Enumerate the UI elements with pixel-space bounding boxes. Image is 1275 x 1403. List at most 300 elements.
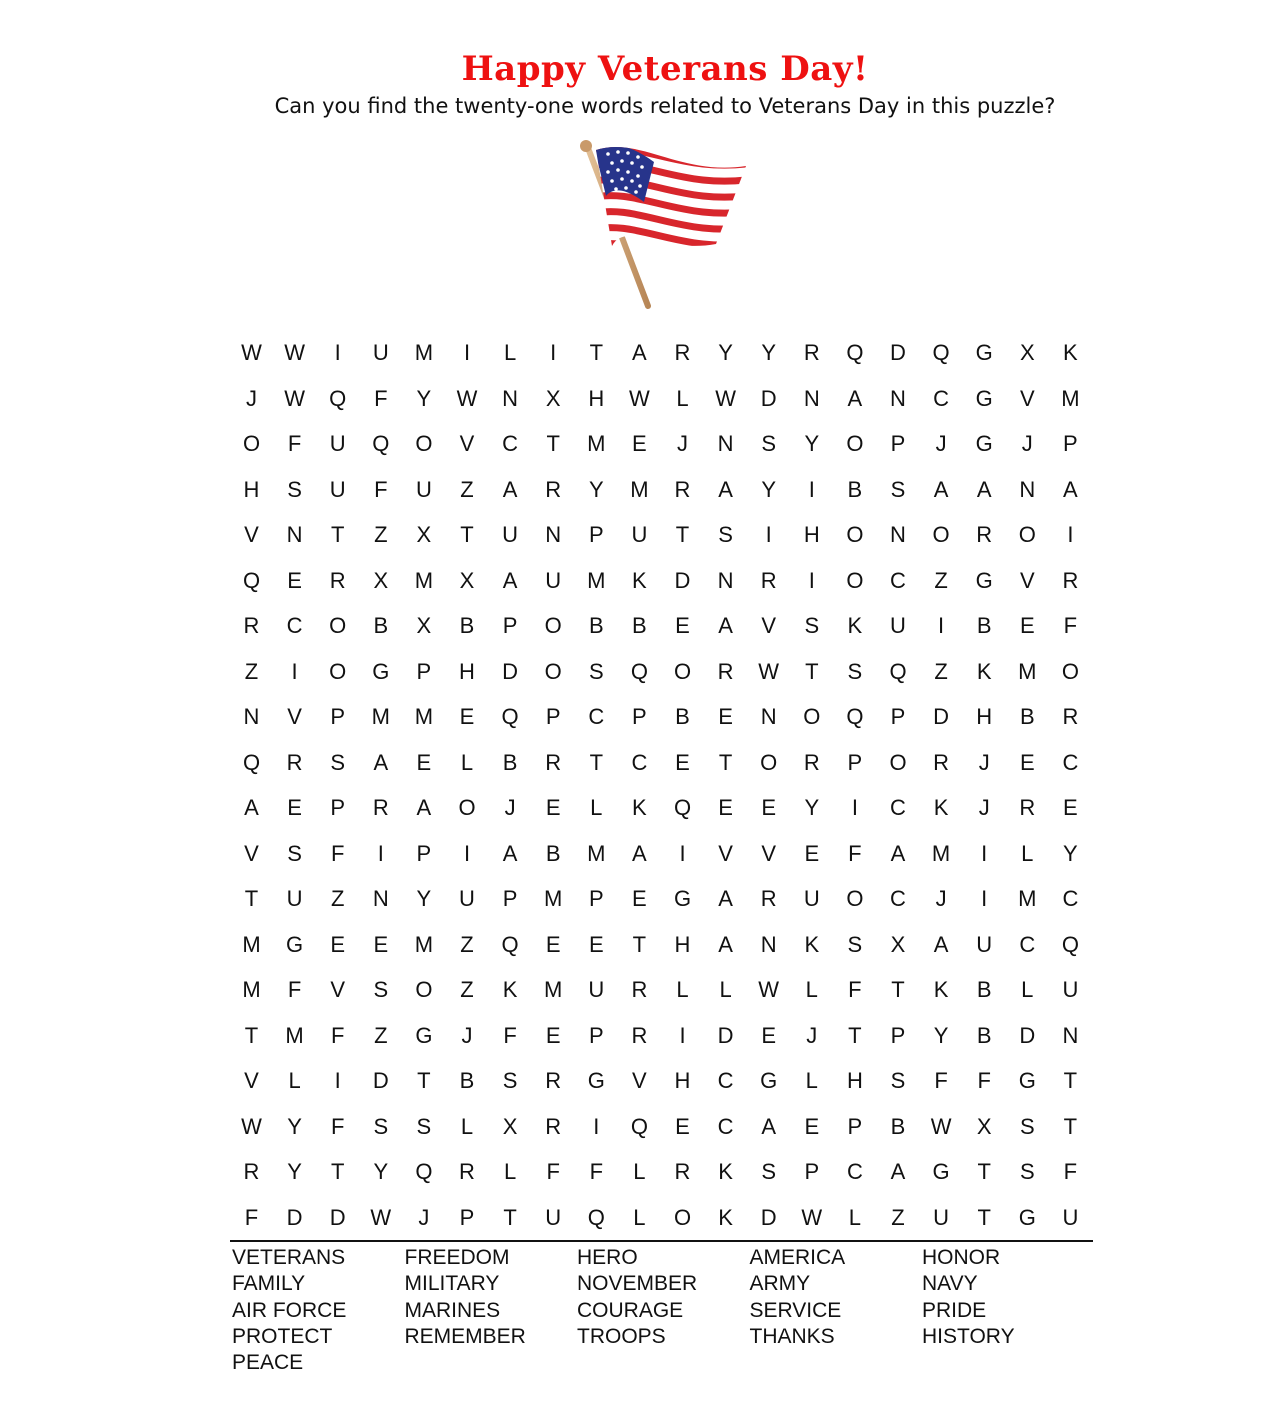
grid-letter[interactable]: N (1019, 476, 1036, 502)
grid-letter[interactable]: N (890, 522, 906, 547)
grid-letter[interactable]: P (890, 1022, 906, 1048)
grid-letter[interactable]: A (502, 840, 518, 866)
grid-letter[interactable]: N (243, 704, 260, 729)
grid-letter[interactable]: F (287, 431, 302, 456)
grid-letter[interactable]: Z (934, 658, 948, 684)
grid-letter[interactable]: A (502, 476, 518, 502)
grid-letter[interactable]: S (847, 931, 863, 957)
grid-letter[interactable]: A (1063, 476, 1078, 502)
grid-letter[interactable]: E (287, 567, 302, 593)
grid-letter[interactable]: A (890, 840, 906, 866)
grid-letter[interactable]: O (329, 613, 347, 638)
grid-letter[interactable]: N (717, 567, 734, 593)
grid-letter[interactable]: O (1018, 522, 1036, 547)
grid-letter[interactable]: K (804, 931, 820, 957)
grid-letter[interactable]: I (463, 840, 471, 866)
grid-letter[interactable]: I (550, 340, 557, 365)
grid-letter[interactable]: V (330, 977, 346, 1002)
grid-letter[interactable]: Q (372, 431, 390, 456)
grid-letter[interactable]: R (329, 567, 346, 593)
grid-letter[interactable]: E (330, 931, 346, 957)
grid-letter[interactable]: O (673, 658, 692, 684)
grid-letter[interactable]: P (502, 886, 518, 911)
grid-letter[interactable]: E (416, 749, 432, 775)
grid-letter[interactable]: C (717, 1113, 734, 1139)
grid-letter[interactable]: G (286, 931, 304, 957)
grid-letter[interactable]: P (632, 704, 647, 729)
grid-letter[interactable]: M (371, 704, 390, 729)
grid-letter[interactable]: L (633, 1159, 646, 1184)
grid-letter[interactable]: U (329, 476, 346, 502)
grid-letter[interactable]: U (286, 886, 303, 911)
grid-letter[interactable]: V (244, 840, 259, 866)
grid-letter[interactable]: F (977, 1068, 991, 1093)
grid-letter[interactable]: R (459, 1159, 475, 1184)
grid-letter[interactable]: G (975, 340, 993, 365)
grid-letter[interactable]: K (632, 567, 647, 593)
grid-letter[interactable]: C (890, 567, 906, 593)
grid-letter[interactable]: A (718, 613, 733, 638)
grid-letter[interactable]: B (373, 613, 389, 638)
grid-letter[interactable]: R (674, 340, 691, 365)
grid-letter[interactable]: R (286, 749, 303, 775)
grid-letter[interactable]: H (846, 1068, 863, 1093)
grid-letter[interactable]: U (1062, 977, 1079, 1002)
grid-letter[interactable]: D (502, 658, 519, 684)
grid-letter[interactable]: R (631, 977, 648, 1002)
grid-letter[interactable]: Y (933, 1022, 949, 1048)
grid-letter[interactable]: K (502, 977, 518, 1002)
grid-letter[interactable]: X (1019, 340, 1035, 365)
grid-letter[interactable]: F (330, 840, 345, 866)
grid-letter[interactable]: C (286, 613, 303, 638)
grid-letter[interactable]: X (502, 1113, 518, 1139)
grid-letter[interactable]: G (975, 431, 993, 456)
grid-letter[interactable]: Z (244, 658, 259, 684)
grid-letter[interactable]: L (503, 340, 517, 365)
grid-letter[interactable]: J (504, 795, 516, 820)
grid-letter[interactable]: M (630, 476, 649, 502)
grid-letter[interactable]: U (502, 522, 519, 547)
grid-letter[interactable]: C (502, 431, 519, 456)
grid-letter[interactable]: R (674, 476, 691, 502)
grid-letter[interactable]: B (632, 613, 647, 638)
grid-letter[interactable]: Q (329, 385, 347, 411)
grid-letter[interactable]: T (977, 1159, 991, 1184)
grid-letter[interactable]: E (675, 749, 690, 775)
grid-letter[interactable]: T (718, 749, 733, 775)
grid-letter[interactable]: P (890, 704, 906, 729)
grid-letter[interactable]: M (587, 567, 606, 593)
grid-letter[interactable]: A (933, 931, 949, 957)
grid-letter[interactable]: Y (804, 431, 820, 456)
grid-letter[interactable]: G (1018, 1068, 1036, 1093)
grid-letter[interactable]: I (679, 1022, 686, 1048)
grid-letter[interactable]: T (675, 522, 690, 547)
grid-letter[interactable]: R (933, 749, 950, 775)
grid-letter[interactable]: R (760, 567, 777, 593)
grid-letter[interactable]: K (1063, 340, 1078, 365)
grid-letter[interactable]: Q (242, 567, 261, 593)
grid-letter[interactable]: K (718, 1204, 733, 1230)
grid-letter[interactable]: W (241, 1113, 262, 1139)
grid-letter[interactable]: T (805, 658, 819, 684)
grid-letter[interactable]: L (460, 749, 474, 775)
grid-letter[interactable]: D (372, 1068, 389, 1093)
grid-letter[interactable]: Q (501, 931, 519, 957)
grid-letter[interactable]: G (932, 1159, 950, 1184)
grid-letter[interactable]: B (502, 749, 518, 775)
grid-letter[interactable]: B (976, 977, 992, 1002)
grid-letter[interactable]: C (588, 704, 605, 729)
grid-letter[interactable]: C (717, 1068, 734, 1093)
grid-letter[interactable]: F (330, 1022, 345, 1048)
grid-letter[interactable]: M (931, 840, 951, 866)
grid-letter[interactable]: I (981, 840, 988, 866)
grid-letter[interactable]: L (460, 1113, 474, 1139)
grid-letter[interactable]: L (1021, 977, 1034, 1002)
grid-letter[interactable]: K (933, 795, 949, 820)
grid-letter[interactable]: O (544, 613, 562, 638)
grid-letter[interactable]: R (545, 476, 562, 502)
grid-letter[interactable]: T (460, 522, 474, 547)
grid-letter[interactable]: X (890, 931, 906, 957)
grid-letter[interactable]: F (1063, 613, 1078, 638)
grid-letter[interactable]: Q (630, 1113, 648, 1139)
grid-letter[interactable]: Q (932, 340, 950, 365)
grid-letter[interactable]: P (847, 749, 863, 775)
grid-letter[interactable]: X (416, 522, 432, 547)
grid-letter[interactable]: F (848, 977, 862, 1002)
grid-letter[interactable]: C (631, 749, 648, 775)
grid-letter[interactable]: V (1019, 385, 1035, 411)
grid-letter[interactable]: J (461, 1022, 473, 1048)
grid-letter[interactable]: J (935, 431, 947, 456)
grid-letter[interactable]: N (372, 886, 389, 911)
grid-letter[interactable]: N (803, 385, 820, 411)
grid-letter[interactable]: S (373, 1113, 389, 1139)
grid-letter[interactable]: W (284, 340, 305, 365)
grid-letter[interactable]: P (588, 1022, 604, 1048)
grid-letter[interactable]: L (288, 1068, 301, 1093)
grid-letter[interactable]: L (676, 385, 689, 411)
grid-letter[interactable]: Z (460, 977, 474, 1002)
grid-letter[interactable]: K (632, 795, 647, 820)
grid-letter[interactable]: O (415, 977, 433, 1002)
grid-letter[interactable]: R (803, 749, 820, 775)
grid-letter[interactable]: O (329, 658, 347, 684)
grid-letter[interactable]: I (334, 1068, 341, 1093)
grid-letter[interactable]: X (373, 567, 389, 593)
grid-letter[interactable]: J (935, 886, 947, 911)
grid-letter[interactable]: W (370, 1204, 392, 1230)
grid-letter[interactable]: A (632, 340, 647, 365)
grid-letter[interactable]: E (373, 931, 389, 957)
grid-letter[interactable]: T (244, 886, 259, 911)
grid-letter[interactable]: P (847, 1113, 863, 1139)
grid-letter[interactable]: P (416, 658, 432, 684)
grid-letter[interactable]: A (761, 1113, 777, 1139)
grid-letter[interactable]: W (241, 340, 262, 365)
grid-letter[interactable]: L (1021, 840, 1034, 866)
grid-letter[interactable]: X (416, 613, 432, 638)
grid-letter[interactable]: S (847, 658, 863, 684)
grid-letter[interactable]: R (717, 658, 734, 684)
grid-letter[interactable]: S (588, 658, 604, 684)
grid-letter[interactable]: M (414, 340, 434, 365)
grid-letter[interactable]: R (674, 1159, 691, 1184)
grid-letter[interactable]: V (244, 1068, 259, 1093)
grid-letter[interactable]: M (414, 704, 434, 729)
grid-letter[interactable]: E (675, 613, 690, 638)
grid-letter[interactable]: R (1019, 795, 1036, 820)
grid-letter[interactable]: M (544, 886, 563, 911)
grid-letter[interactable]: A (502, 567, 518, 593)
grid-letter[interactable]: C (1062, 749, 1079, 775)
grid-letter[interactable]: A (244, 795, 259, 820)
grid-letter[interactable]: B (890, 1113, 906, 1139)
grid-letter[interactable]: M (414, 567, 434, 593)
grid-letter[interactable]: J (978, 749, 990, 775)
grid-letter[interactable]: F (546, 1159, 560, 1184)
grid-letter[interactable]: A (976, 476, 992, 502)
grid-letter[interactable]: K (976, 658, 992, 684)
grid-letter[interactable]: S (718, 522, 733, 547)
grid-letter[interactable]: G (760, 1068, 778, 1093)
grid-letter[interactable]: D (933, 704, 950, 729)
grid-letter[interactable]: F (934, 1068, 948, 1093)
grid-letter[interactable]: B (459, 1068, 475, 1093)
grid-letter[interactable]: S (1019, 1159, 1035, 1184)
grid-letter[interactable]: S (890, 1068, 906, 1093)
grid-letter[interactable]: V (1019, 567, 1035, 593)
grid-letter[interactable]: I (808, 567, 815, 593)
grid-letter[interactable]: W (758, 977, 780, 1002)
grid-letter[interactable]: B (545, 840, 561, 866)
grid-letter[interactable]: W (930, 1113, 952, 1139)
grid-letter[interactable]: D (329, 1204, 346, 1230)
grid-letter[interactable]: Y (416, 886, 432, 911)
grid-letter[interactable]: E (761, 1022, 777, 1048)
grid-letter[interactable]: O (803, 704, 821, 729)
grid-letter[interactable]: L (805, 977, 818, 1002)
grid-letter[interactable]: R (760, 886, 777, 911)
grid-letter[interactable]: M (242, 977, 261, 1002)
grid-letter[interactable]: P (1063, 431, 1078, 456)
grid-letter[interactable]: L (676, 977, 689, 1002)
grid-letter[interactable]: I (1067, 522, 1074, 547)
grid-letter[interactable]: I (808, 476, 815, 502)
grid-letter[interactable]: D (286, 1204, 303, 1230)
grid-letter[interactable]: W (715, 385, 736, 411)
grid-letter[interactable]: E (718, 704, 733, 729)
grid-letter[interactable]: F (1063, 1159, 1078, 1184)
grid-letter[interactable]: E (718, 795, 733, 820)
grid-letter[interactable]: S (330, 749, 346, 775)
grid-letter[interactable]: T (330, 1159, 345, 1184)
grid-letter[interactable]: Y (287, 1113, 302, 1139)
grid-letter[interactable]: Q (846, 704, 864, 729)
grid-letter[interactable]: P (588, 522, 604, 547)
grid-letter[interactable]: O (846, 522, 864, 547)
grid-letter[interactable]: A (933, 476, 949, 502)
grid-letter[interactable]: T (632, 931, 647, 957)
grid-letter[interactable]: E (287, 795, 302, 820)
grid-letter[interactable]: V (244, 522, 259, 547)
grid-letter[interactable]: H (459, 658, 475, 684)
grid-letter[interactable]: E (588, 931, 604, 957)
grid-letter[interactable]: C (846, 1159, 863, 1184)
grid-letter[interactable]: E (1019, 749, 1035, 775)
grid-letter[interactable]: G (415, 1022, 433, 1048)
grid-letter[interactable]: D (1019, 1022, 1036, 1048)
grid-letter[interactable]: J (806, 1022, 818, 1048)
grid-letter[interactable]: P (330, 795, 346, 820)
grid-letter[interactable]: O (242, 431, 261, 456)
grid-letter[interactable]: G (587, 1068, 605, 1093)
grid-letter[interactable]: F (374, 385, 388, 411)
grid-letter[interactable]: U (890, 613, 906, 638)
grid-letter[interactable]: Y (1063, 840, 1078, 866)
grid-letter[interactable]: B (976, 613, 992, 638)
grid-letter[interactable]: H (674, 931, 691, 957)
grid-letter[interactable]: R (803, 340, 820, 365)
grid-letter[interactable]: Q (501, 704, 519, 729)
grid-letter[interactable]: R (545, 1113, 562, 1139)
grid-letter[interactable]: W (629, 385, 650, 411)
grid-letter[interactable]: C (933, 385, 950, 411)
grid-letter[interactable]: M (587, 431, 606, 456)
grid-letter[interactable]: D (890, 340, 906, 365)
grid-letter[interactable]: C (890, 886, 906, 911)
grid-letter[interactable]: E (459, 704, 475, 729)
grid-letter[interactable]: T (1063, 1113, 1078, 1139)
grid-letter[interactable]: V (761, 840, 777, 866)
grid-letter[interactable]: S (373, 977, 389, 1002)
grid-letter[interactable]: E (804, 840, 820, 866)
grid-letter[interactable]: T (589, 749, 604, 775)
grid-letter[interactable]: N (760, 704, 777, 729)
grid-letter[interactable]: T (503, 1204, 517, 1230)
grid-letter[interactable]: H (674, 1068, 691, 1093)
grid-letter[interactable]: V (632, 1068, 647, 1093)
grid-letter[interactable]: Q (673, 795, 692, 820)
grid-letter[interactable]: N (1062, 1022, 1079, 1048)
grid-letter[interactable]: U (1062, 1204, 1079, 1230)
grid-letter[interactable]: E (545, 795, 561, 820)
grid-letter[interactable]: O (889, 749, 907, 775)
grid-letter[interactable]: K (847, 613, 863, 638)
grid-letter[interactable]: W (801, 1204, 823, 1230)
grid-letter[interactable]: U (631, 522, 648, 547)
grid-letter[interactable]: U (588, 977, 605, 1002)
grid-letter[interactable]: J (246, 385, 257, 411)
grid-letter[interactable]: M (1061, 385, 1080, 411)
grid-letter[interactable]: T (891, 977, 905, 1002)
grid-letter[interactable]: J (978, 795, 990, 820)
grid-letter[interactable]: V (761, 613, 777, 638)
grid-letter[interactable]: P (588, 886, 604, 911)
grid-letter[interactable]: U (372, 340, 389, 365)
grid-letter[interactable]: W (758, 658, 780, 684)
grid-letter[interactable]: U (976, 931, 993, 957)
grid-letter[interactable]: A (718, 931, 733, 957)
grid-letter[interactable]: G (673, 886, 692, 911)
grid-letter[interactable]: Z (934, 567, 948, 593)
grid-letter[interactable]: Q (415, 1159, 433, 1184)
grid-letter[interactable]: H (588, 385, 605, 411)
grid-letter[interactable]: D (760, 385, 777, 411)
grid-letter[interactable]: S (890, 476, 906, 502)
grid-letter[interactable]: U (545, 1204, 562, 1230)
grid-letter[interactable]: J (677, 431, 688, 456)
grid-letter[interactable]: T (977, 1204, 991, 1230)
grid-letter[interactable]: F (503, 1022, 517, 1048)
grid-letter[interactable]: R (372, 795, 389, 820)
grid-letter[interactable]: S (761, 1159, 777, 1184)
grid-letter[interactable]: L (503, 1159, 517, 1184)
grid-letter[interactable]: G (372, 658, 390, 684)
grid-letter[interactable]: B (459, 613, 475, 638)
grid-letter[interactable]: S (761, 431, 777, 456)
grid-letter[interactable]: B (1019, 704, 1035, 729)
grid-letter[interactable]: F (848, 840, 862, 866)
grid-letter[interactable]: J (1021, 431, 1033, 456)
grid-letter[interactable]: F (244, 1204, 259, 1230)
grid-letter[interactable]: X (545, 385, 561, 411)
grid-letter[interactable]: M (242, 931, 261, 957)
grid-letter[interactable]: Q (587, 1204, 605, 1230)
grid-letter[interactable]: F (374, 476, 388, 502)
grid-letter[interactable]: A (718, 476, 733, 502)
grid-letter[interactable]: Y (373, 1159, 389, 1184)
grid-letter[interactable]: A (416, 795, 432, 820)
grid-letter[interactable]: M (1018, 886, 1037, 911)
grid-letter[interactable]: I (938, 613, 945, 638)
grid-letter[interactable]: B (675, 704, 690, 729)
grid-letter[interactable]: Y (416, 385, 432, 411)
grid-letter[interactable]: K (718, 1159, 733, 1184)
grid-letter[interactable]: T (330, 522, 345, 547)
grid-letter[interactable]: U (933, 1204, 950, 1230)
grid-letter[interactable]: E (545, 931, 561, 957)
grid-letter[interactable]: Z (460, 476, 474, 502)
grid-letter[interactable]: R (1062, 704, 1079, 729)
grid-letter[interactable]: S (502, 1068, 518, 1093)
grid-letter[interactable]: Q (889, 658, 907, 684)
grid-letter[interactable]: Y (718, 340, 733, 365)
grid-letter[interactable]: N (760, 931, 777, 957)
grid-letter[interactable]: V (287, 704, 302, 729)
grid-letter[interactable]: I (851, 795, 858, 820)
grid-letter[interactable]: H (243, 476, 260, 502)
grid-letter[interactable]: P (545, 704, 561, 729)
grid-letter[interactable]: N (286, 522, 303, 547)
grid-letter[interactable]: O (760, 749, 778, 775)
grid-letter[interactable]: A (632, 840, 647, 866)
grid-letter[interactable]: M (414, 931, 434, 957)
grid-letter[interactable]: P (890, 431, 906, 456)
grid-letter[interactable]: U (329, 431, 346, 456)
grid-letter[interactable]: O (458, 795, 476, 820)
grid-letter[interactable]: I (334, 340, 341, 365)
grid-letter[interactable]: N (502, 385, 519, 411)
grid-letter[interactable]: Q (846, 340, 864, 365)
grid-letter[interactable]: P (502, 613, 518, 638)
grid-letter[interactable]: R (545, 749, 562, 775)
grid-letter[interactable]: K (933, 977, 949, 1002)
grid-letter[interactable]: J (418, 1204, 430, 1230)
